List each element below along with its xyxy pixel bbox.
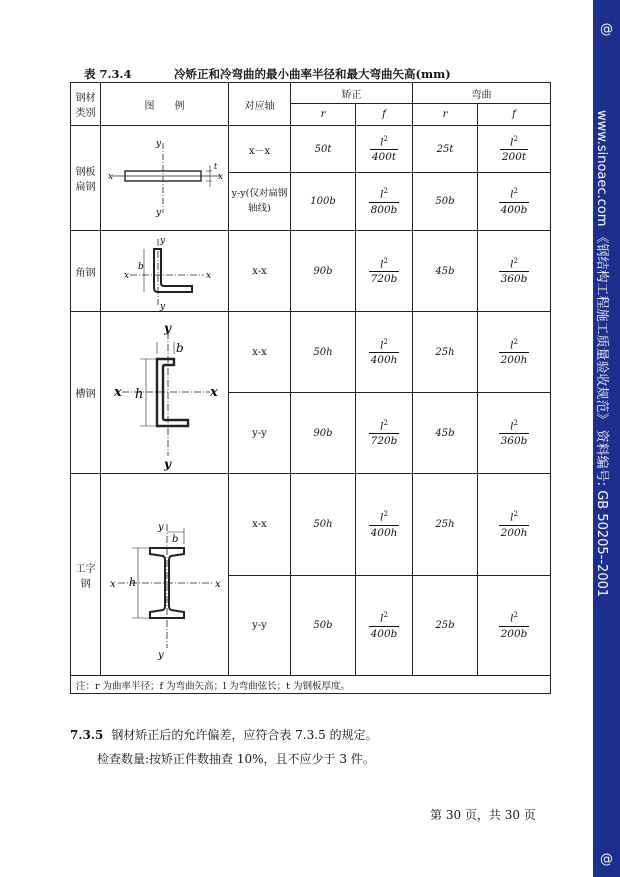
r-bend-cell: 25b — [413, 576, 478, 676]
f-straighten-cell: $\frac{l^2}{400h}$ — [356, 312, 413, 393]
header-axis: 对应轴 — [229, 83, 291, 126]
axis-cell: y-y — [229, 576, 291, 676]
r-bend-cell: 50b — [413, 173, 478, 231]
category-cell: 槽钢 — [71, 312, 101, 474]
label-y-bottom: y — [163, 456, 171, 471]
plate-section-diagram — [102, 133, 228, 223]
header-r-bend: r — [413, 104, 478, 126]
label-y-top: y — [157, 521, 164, 533]
sidebar-at-top: @ — [600, 22, 613, 37]
header-category: 钢材类别 — [71, 83, 101, 126]
r-straighten-cell: 90b — [291, 231, 356, 312]
axis-cell: x－x — [229, 126, 291, 173]
curvature-table — [70, 82, 551, 694]
axis-cell: x-x — [229, 231, 291, 312]
f-bend-cell: $\frac{l^2}{360b}$ — [478, 393, 551, 474]
label-x-right: x — [214, 578, 221, 590]
table-row — [71, 231, 551, 312]
label-t: t — [213, 162, 217, 171]
label-y-bottom: y — [159, 302, 165, 311]
label-x-right: x — [205, 271, 211, 281]
r-bend-cell: 25t — [413, 126, 478, 173]
r-bend-cell: 25h — [413, 312, 478, 393]
header-f-bend: f — [478, 104, 551, 126]
category-cell: 工字钢 — [71, 474, 101, 676]
r-bend-cell: 45b — [413, 393, 478, 474]
r-straighten-cell: 50h — [291, 474, 356, 576]
f-straighten-cell: $\frac{l^2}{720b}$ — [356, 231, 413, 312]
table-row — [71, 312, 551, 393]
r-straighten-cell: 50h — [291, 312, 356, 393]
f-bend-cell: $\frac{l^2}{200h}$ — [478, 312, 551, 393]
header-straighten: 矫正 — [291, 83, 413, 104]
axis-cell: x-x — [229, 312, 291, 393]
inspection-quantity: 检查数量:按矫正件数抽查 10%，且不应少于 3 件。 — [97, 752, 375, 766]
f-bend-cell: $\frac{l^2}{400b}$ — [478, 173, 551, 231]
r-bend-cell: 45b — [413, 231, 478, 312]
label-x-left: x — [109, 578, 116, 590]
label-h: h — [134, 386, 143, 402]
sidebar-vertical-text: www.sinoaec.com 《钢结构工程施工质量验收规范》 资料编号: GB 50205--2001 — [594, 110, 609, 598]
f-straighten-cell: $\frac{l^2}{800b}$ — [356, 173, 413, 231]
figure-channel-cell — [101, 312, 229, 474]
f-straighten-cell: $\frac{l^2}{400b}$ — [356, 576, 413, 676]
label-y-bottom: y — [157, 649, 164, 661]
clause-7-3-5 — [70, 726, 378, 743]
label-x-right: x — [217, 172, 223, 182]
f-straighten-cell: $\frac{l^2}{720b}$ — [356, 393, 413, 474]
category-cell: 钢板扁钢 — [71, 126, 101, 231]
header-f-straighten: f — [356, 104, 413, 126]
label-y-top: y — [159, 236, 165, 246]
r-bend-cell: 25h — [413, 474, 478, 576]
table-number: 表 7.3.4 — [84, 67, 132, 81]
figure-plate-cell — [101, 126, 229, 231]
ibeam-section-diagram — [102, 476, 228, 674]
table-title: 冷矫正和冷弯曲的最小曲率半径和最大弯曲矢高(mm) — [174, 67, 451, 81]
header-bend: 弯曲 — [413, 83, 551, 104]
label-x-left: x — [107, 172, 113, 182]
label-h: h — [128, 575, 136, 589]
figure-ibeam-cell — [101, 474, 229, 676]
table-note: 注：r 为曲率半径；f 为弯曲矢高；l 为弯曲弦长；t 为钢板厚度。 — [71, 676, 551, 694]
label-x-left: x — [113, 384, 122, 400]
page-number: 第 30 页，共 30 页 — [430, 808, 536, 822]
header-r-straighten: r — [291, 104, 356, 126]
table-row — [71, 126, 551, 173]
axis-cell: x-x — [229, 474, 291, 576]
label-y-top: y — [163, 320, 171, 335]
f-bend-cell: $\frac{l^2}{200b}$ — [478, 576, 551, 676]
header-figure: 图 例 — [101, 83, 229, 126]
f-straighten-cell: $\frac{l^2}{400t}$ — [356, 126, 413, 173]
table-row — [71, 474, 551, 576]
label-x-right: x — [209, 384, 218, 400]
label-b: b — [137, 262, 144, 272]
clause-text: 钢材矫正后的允许偏差，应符合表 7.3.5 的规定。 — [111, 728, 378, 742]
r-straighten-cell: 50t — [291, 126, 356, 173]
f-bend-cell: $\frac{l^2}{200h}$ — [478, 474, 551, 576]
label-x-left: x — [123, 271, 129, 281]
angle-section-diagram — [102, 231, 228, 311]
axis-cell: y-y(仅对扁钢轴线) — [229, 173, 291, 231]
f-straighten-cell: $\frac{l^2}{400h}$ — [356, 474, 413, 576]
angle-outline — [154, 249, 192, 292]
sidebar-at-bottom: @ — [600, 852, 613, 867]
figure-angle-cell — [101, 231, 229, 312]
table-caption — [70, 64, 550, 82]
channel-outline — [157, 359, 188, 426]
f-bend-cell: $\frac{l^2}{200t}$ — [478, 126, 551, 173]
channel-section-diagram — [102, 314, 228, 472]
label-y-top: y — [155, 139, 161, 149]
label-b: b — [171, 533, 178, 545]
r-straighten-cell: 90b — [291, 393, 356, 474]
category-cell: 角钢 — [71, 231, 101, 312]
f-bend-cell: $\frac{l^2}{360b}$ — [478, 231, 551, 312]
label-y-bottom: y — [155, 208, 161, 218]
label-b: b — [175, 340, 184, 355]
r-straighten-cell: 100b — [291, 173, 356, 231]
table-note-row — [71, 676, 551, 694]
clause-number: 7.3.5 — [70, 728, 104, 742]
axis-cell: y-y — [229, 393, 291, 474]
r-straighten-cell: 50b — [291, 576, 356, 676]
